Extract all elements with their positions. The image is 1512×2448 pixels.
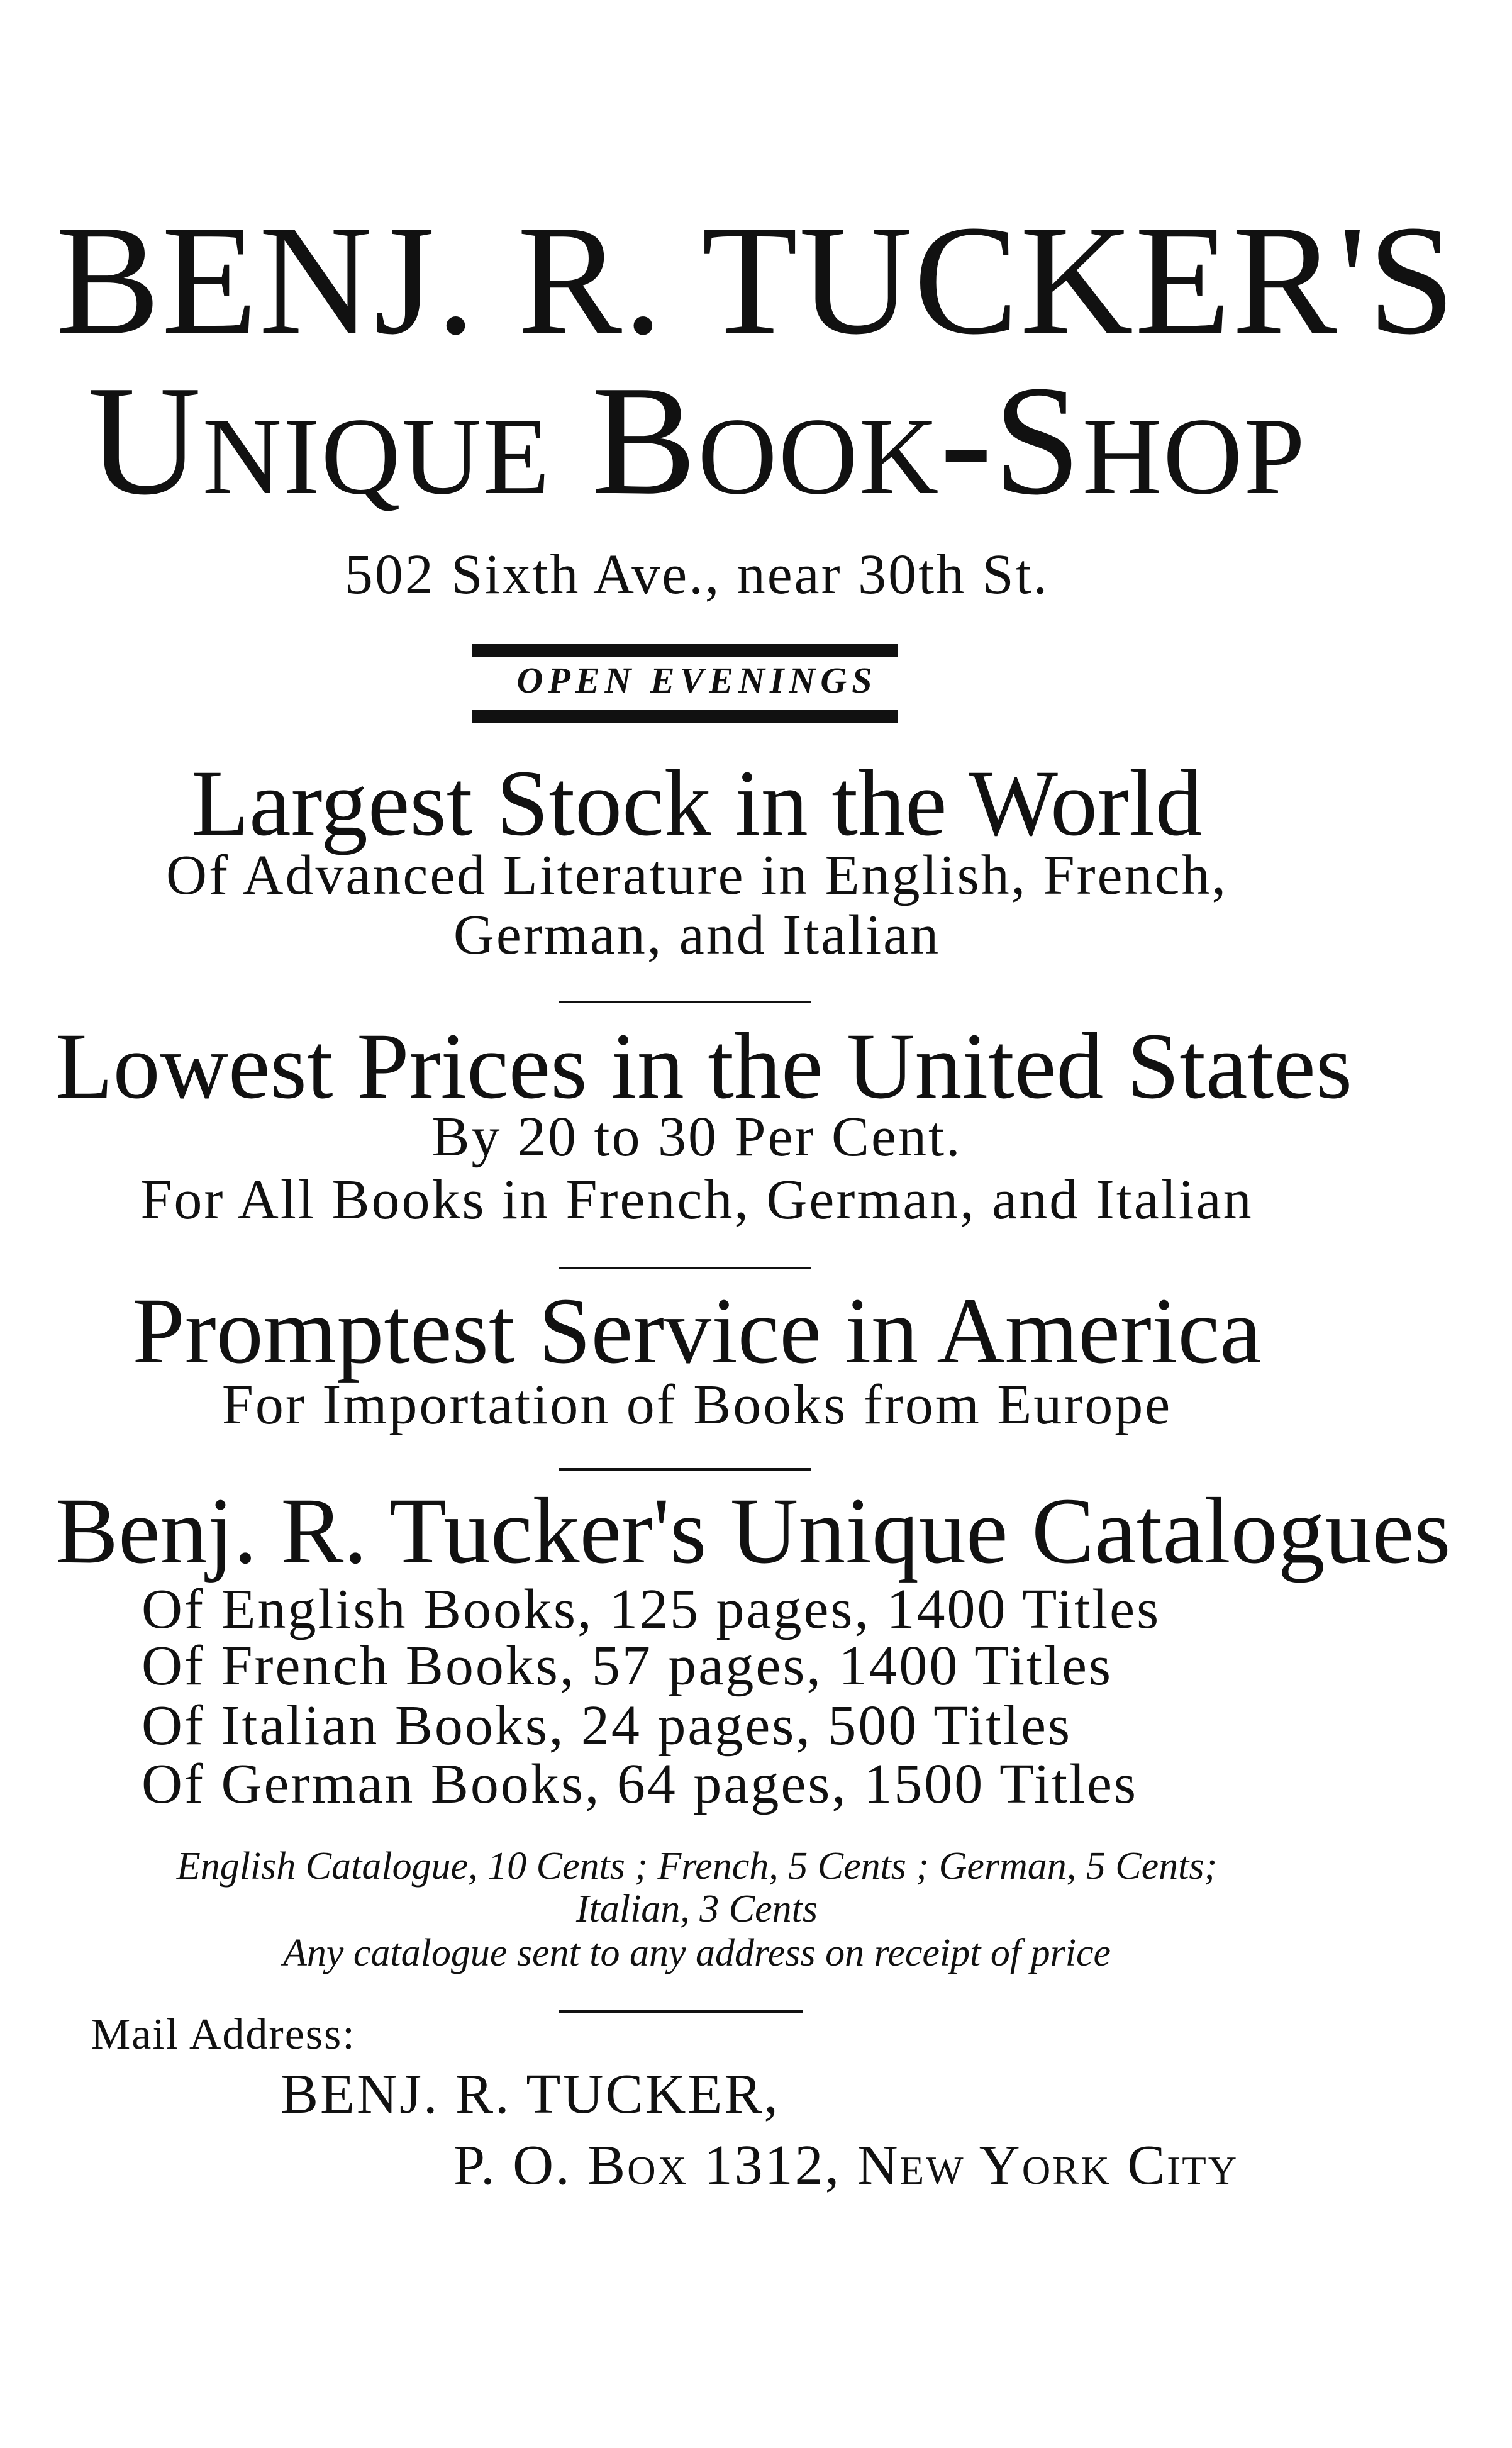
shop-subtitle: Unique Book-Shop (87, 353, 1306, 528)
section-line: By 20 to 30 Per Cent. (431, 1106, 962, 1168)
section-heading: Largest Stock in the World (191, 751, 1203, 855)
section-heading: Promptest Service in America (132, 1279, 1262, 1383)
section-line: For Importation of Books from Europe (221, 1374, 1172, 1436)
catalogue-prices: Italian, 3 Cents (575, 1888, 818, 1930)
open-evenings: OPEN EVENINGS (516, 660, 877, 701)
shop-address: 502 Sixth Ave., near 30th St. (344, 543, 1050, 606)
section-line: For All Books in French, German, and Italian (140, 1169, 1254, 1231)
section-line: German, and Italian (453, 904, 941, 966)
mail-box: P. O. Box 1312, New York City (453, 2134, 1239, 2196)
section-line: Of Advanced Literature in English, French, (165, 844, 1228, 906)
divider-thick (472, 644, 898, 657)
divider (559, 1468, 811, 1471)
catalogue-prices: English Catalogue, 10 Cents ; French, 5 Cents ; German, 5 Cents; (176, 1845, 1218, 1888)
catalogue-item: Of German Books, 64 pages, 1500 Titles (142, 1753, 1138, 1815)
catalogue-item: Of Italian Books, 24 pages, 500 Titles (142, 1694, 1072, 1757)
divider (559, 2010, 803, 2013)
catalogue-note: Any catalogue sent to any address on receipt of price (282, 1932, 1111, 1974)
divider (559, 1267, 811, 1269)
mail-label: Mail Address: (91, 2010, 356, 2059)
mail-name: BENJ. R. TUCKER, (281, 2063, 780, 2125)
catalogues-heading: Benj. R. Tucker's Unique Catalogues (55, 1479, 1451, 1583)
catalogue-item: Of English Books, 125 pages, 1400 Titles (142, 1578, 1161, 1640)
catalogue-item: Of French Books, 57 pages, 1400 Titles (142, 1635, 1113, 1697)
section-heading: Lowest Prices in the United States (55, 1014, 1353, 1118)
divider-thick (472, 710, 898, 723)
divider (559, 1001, 811, 1003)
shop-title: BENJ. R. TUCKER'S (55, 193, 1457, 367)
